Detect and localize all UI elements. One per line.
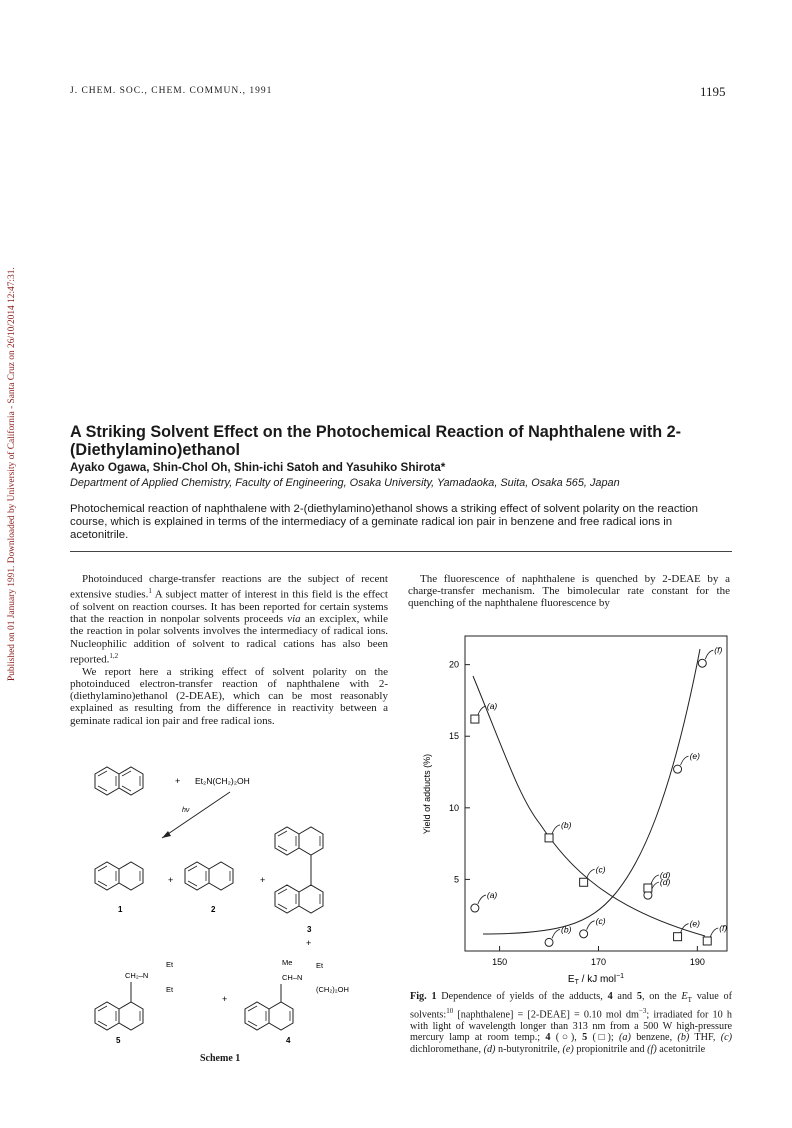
reaction-arrow — [162, 792, 230, 838]
body-left-column — [70, 573, 388, 727]
caption-c-text: dichloromethane, — [410, 1043, 484, 1055]
point-label: (d) — [659, 870, 671, 880]
curve-5 — [473, 676, 705, 936]
caption-b: (b) — [677, 1032, 690, 1044]
curve-4 — [483, 649, 700, 934]
caption-t1: Dependence of yields of the adducts, — [436, 991, 608, 1002]
point-label: (b) — [561, 819, 572, 830]
caption-b5: 5 — [636, 991, 642, 1002]
data-point-4 — [580, 930, 588, 938]
compound-5-number: 5 — [116, 1036, 121, 1045]
point-leader-line — [681, 756, 689, 765]
compound-4-number: 4 — [286, 1036, 291, 1045]
point-label: (c) — [595, 864, 606, 875]
caption-c4sym: (○), — [550, 1032, 583, 1044]
caption-c: (c) — [720, 1032, 733, 1044]
caption-t3: value of solvents: — [410, 991, 732, 1021]
page-number: 1195 — [700, 84, 726, 99]
sub5-bot: Et — [166, 985, 174, 994]
compound-3-number: 3 — [307, 925, 312, 934]
caption-c5sym: (□); — [587, 1032, 620, 1044]
product-2-structure — [185, 862, 233, 890]
sub4-ch: CH–N — [282, 973, 303, 982]
scheme-plus: + — [222, 994, 228, 1004]
running-head: J. CHEM. SOC., CHEM. COMMUN., 1991 — [70, 86, 273, 96]
caption-et-sub: T — [687, 996, 692, 1005]
compound-2-number: 2 — [211, 905, 216, 914]
point-label: (e) — [689, 918, 700, 929]
article-title: A Striking Solvent Effect on the Photochemical Reaction of Naphthalene with 2-(Diethylamino)ethanol — [70, 423, 681, 459]
sub4-oh: (CH₂)₂OH — [316, 985, 349, 994]
caption-fig-label: Fig. 1 — [410, 991, 437, 1002]
point-label: (d) — [659, 877, 671, 888]
caption-f-text: acetonitrile — [656, 1043, 706, 1055]
caption-ref: 10 — [446, 1007, 454, 1016]
point-label: (f) — [719, 922, 728, 933]
caption-and: and — [612, 991, 637, 1002]
point-label: (c) — [595, 915, 606, 926]
caption-b-text: THF, — [689, 1032, 721, 1044]
product-1-structure — [95, 862, 143, 890]
data-point-4 — [698, 659, 706, 667]
scheme-plus: + — [306, 938, 312, 948]
sub5-mid: CH₂–N — [125, 971, 149, 980]
point-leader-line — [478, 895, 486, 904]
caption-d: (d) — [483, 1043, 496, 1055]
scheme-label: Scheme 1 — [200, 1053, 241, 1064]
point-label: (e) — [689, 751, 700, 762]
y-tick-label: 5 — [453, 874, 459, 885]
arrowhead — [162, 831, 171, 838]
reaction-scheme — [70, 760, 390, 1050]
caption-exp: −3 — [638, 1007, 647, 1016]
ref-1: 1 — [148, 587, 152, 596]
caption-a-text: benzene, — [630, 1032, 678, 1044]
p1-via: via — [287, 613, 301, 626]
point-leader-line — [552, 929, 560, 938]
caption-e: (e) — [562, 1043, 574, 1055]
caption-t4: [naphthalene] = [2-DEAE] = 0.10 mol dm — [453, 1009, 639, 1021]
fit-curves — [473, 649, 705, 936]
point-label: (b) — [561, 924, 572, 935]
point-leader-line — [478, 706, 486, 715]
data-point-4 — [545, 938, 553, 946]
ref-2: 1,2 — [109, 651, 119, 660]
caption-e-text: propionitrile and — [573, 1043, 648, 1055]
point-label: (a) — [486, 701, 498, 712]
data-point-5 — [471, 715, 479, 723]
paragraph-3: The fluorescence of naphthalene is quenched by 2-DEAE by a charge-transfer mechanism. The bimolecular rate constant for the quenching of the naphthalene fluorescence by — [408, 573, 730, 610]
y-axis-label: Yield of adducts (%) — [422, 753, 432, 835]
paragraph-1 — [70, 573, 388, 666]
caption-d-text: n-butyronitrile, — [495, 1043, 563, 1055]
caption-c4: 4 — [545, 1032, 551, 1044]
caption-f: (f) — [647, 1043, 657, 1055]
point-leader-line — [552, 825, 560, 834]
data-point-5 — [580, 878, 588, 886]
caption-a: (a) — [619, 1032, 631, 1044]
product-4-structure — [245, 1002, 293, 1030]
naphthalene-structure — [95, 767, 143, 795]
figure-1-chart — [410, 624, 730, 984]
point-leader-line — [710, 928, 718, 937]
sub4-et: Et — [316, 961, 324, 970]
p1-part-c: an exciplex, while the reaction in polar solvents involves the intermediacy of radical ions. Nucleophilic addition of solvent to radical cations has also been reported. — [70, 613, 388, 666]
y-tick-label: 15 — [448, 731, 459, 742]
p1-part-b: A subject matter of interest in this field is the effect of solvent on reaction courses. It has been reported for certain systems that the reaction in nonpolar solvents proceeds — [70, 588, 388, 626]
data-point-5 — [644, 884, 652, 892]
plot-frame — [465, 636, 727, 951]
point-leader-line — [681, 924, 689, 933]
data-point-4 — [471, 904, 479, 912]
sub4-me: Me — [282, 958, 293, 967]
paragraph-2: We report here a striking effect of solvent polarity on the photoinduced electron-transfer reaction of naphthalene with 2-(diethylamino)ethanol (2-DEAE), which can be most reasonably explained as resulting from the difference in reactivity between a geminate radical ion pair and free radical ions. — [70, 665, 388, 727]
abstract: Photochemical reaction of naphthalene with 2-(diethylamino)ethanol shows a striking effect of solvent polarity on the reaction course, which is explained in terms of the intermediacy of a geminate radical ion pair in benzene and free radical ions in acetonitrile. — [70, 503, 698, 541]
divider — [70, 551, 732, 552]
point-leader-line — [587, 921, 595, 930]
y-tick-label: 20 — [448, 659, 459, 670]
caption-c5: 5 — [582, 1032, 588, 1044]
caption-et: E — [681, 991, 688, 1002]
reagent-label: Et₂N(CH₂)₂OH — [195, 776, 250, 786]
product-3-lower — [275, 885, 323, 913]
y-tick-label: 10 — [448, 802, 459, 813]
point-label: (a) — [486, 890, 498, 901]
data-point-5 — [545, 834, 553, 842]
hv-label: hν — [182, 807, 190, 814]
data-point-5 — [674, 933, 682, 941]
sub5-top: Et — [166, 960, 174, 969]
data-marks — [471, 645, 728, 946]
data-point-5 — [703, 937, 711, 945]
scheme-plus: + — [168, 875, 174, 885]
product-5-structure — [95, 1002, 143, 1030]
point-leader-line — [587, 869, 595, 878]
authors: Ayako Ogawa, Shin-Chol Oh, Shin-ichi Satoh and Yasuhiko Shirota* — [70, 461, 446, 474]
caption-t2: , on the — [641, 991, 682, 1002]
caption-b4: 4 — [607, 991, 613, 1002]
download-watermark: Published on 01 January 1991. Downloaded by University of California - Santa Cruz on 26/10/2014 12:47:31. — [7, 267, 17, 681]
x-axis-label: $E_T$ / kJ mol$^{-1}$ — [567, 973, 625, 984]
product-3-upper — [275, 827, 323, 855]
x-tick-label: 150 — [492, 957, 508, 967]
point-label: (f) — [714, 645, 723, 656]
x-tick-label: 190 — [689, 957, 705, 967]
point-leader-line — [705, 650, 713, 659]
p1-part-a: Photoinduced charge-transfer reactions are the subject of recent extensive studies. — [70, 573, 388, 601]
affiliation: Department of Applied Chemistry, Faculty of Engineering, Osaka University, Yamadaoka, Suita, Osaka 565, Japan — [70, 477, 620, 489]
figure-caption — [410, 991, 732, 1055]
scheme-plus: + — [260, 875, 266, 885]
compound-1-number: 1 — [118, 905, 123, 914]
body-right-column — [408, 573, 730, 610]
scheme-plus: + — [175, 776, 181, 786]
x-tick-label: 170 — [590, 957, 606, 967]
data-point-4 — [674, 765, 682, 773]
caption-t5: ; irradiated for 10 h with light of wavelength longer than 313 nm from a 500 W high-pressure mercury lamp at room temp.; — [410, 1009, 732, 1044]
